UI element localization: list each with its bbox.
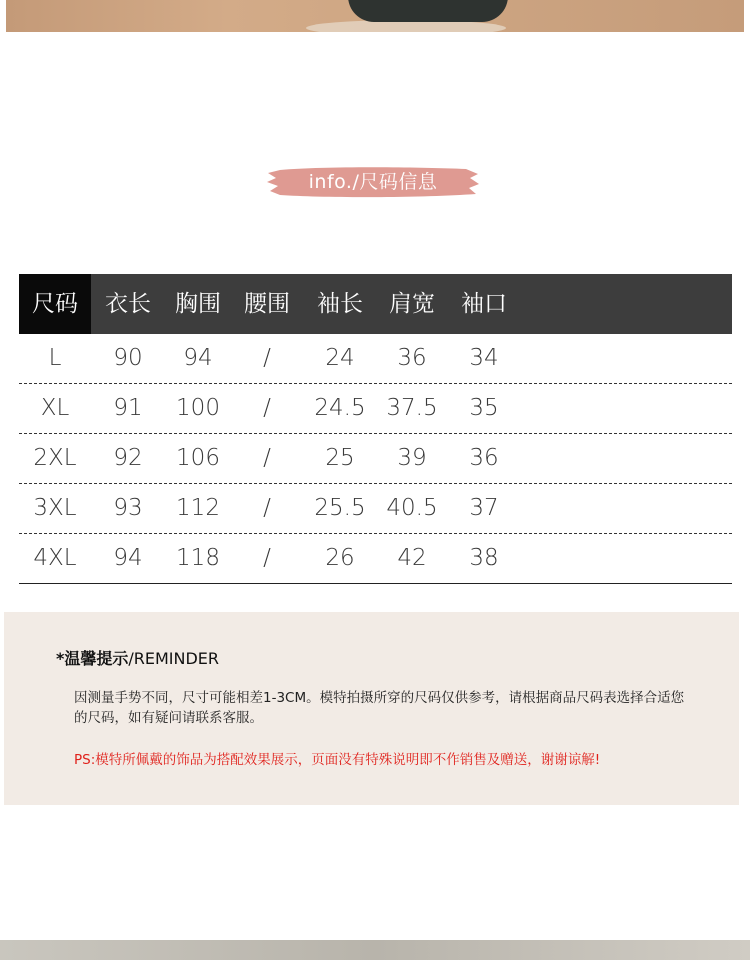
table-cell: 94: [113, 545, 143, 571]
table-cell: 91: [113, 395, 143, 421]
header-cell-sleeve: 袖长: [317, 291, 363, 317]
table-cell: /: [263, 345, 271, 371]
table-row: [19, 534, 732, 584]
table-cell: 92: [113, 445, 143, 471]
table-cell: 24.5: [314, 395, 366, 421]
section-title-banner: [266, 164, 480, 200]
table-cell: 112: [176, 495, 220, 521]
table-cell: 4XL: [33, 545, 77, 571]
table-cell: 34: [469, 345, 499, 371]
table-cell: 118: [176, 545, 220, 571]
table-cell: 37: [469, 495, 499, 521]
table-cell: 2XL: [33, 445, 77, 471]
table-cell: /: [263, 495, 271, 521]
reminder-ps-note: PS:模特所佩戴的饰品为搭配效果展示，页面没有特殊说明即不作销售及赠送，谢谢谅解!: [74, 752, 601, 768]
size-table: [19, 274, 732, 584]
table-cell: 100: [176, 395, 220, 421]
table-cell: 39: [397, 445, 427, 471]
table-row: [19, 334, 732, 384]
table-cell: /: [263, 545, 271, 571]
table-cell: 25.5: [314, 495, 366, 521]
table-cell: 36: [397, 345, 427, 371]
reminder-title-cn: *温馨提示: [56, 649, 129, 668]
table-cell: 94: [183, 345, 213, 371]
photo-shoe: [348, 0, 508, 22]
reminder-box: [4, 612, 739, 805]
header-cell-cuff: 袖口: [461, 291, 507, 317]
table-cell: /: [263, 445, 271, 471]
reminder-title: [56, 646, 219, 669]
table-cell: /: [263, 395, 271, 421]
table-cell: 3XL: [33, 495, 77, 521]
table-cell: 38: [469, 545, 499, 571]
header-cell-size: 尺码: [32, 291, 78, 317]
table-cell: 42: [397, 545, 427, 571]
product-photo-top: [6, 0, 744, 32]
table-cell: 93: [113, 495, 143, 521]
table-row: [19, 434, 732, 484]
table-row: [19, 384, 732, 434]
table-cell: 24: [325, 345, 355, 371]
reminder-body: 因测量手势不同，尺寸可能相差1-3CM。模特拍摄所穿的尺码仅供参考，请根据商品尺码表选择合适您的尺码，如有疑问请联系客服。: [74, 690, 685, 726]
table-cell: 36: [469, 445, 499, 471]
header-cell-chest: 胸围: [175, 291, 221, 317]
table-header-row: [19, 274, 732, 334]
table-cell: 25: [325, 445, 355, 471]
table-cell: 90: [113, 345, 143, 371]
header-cell-waist: 腰围: [244, 291, 290, 317]
section-title: info./尺码信息: [308, 171, 438, 193]
table-cell: L: [48, 345, 62, 371]
table-cell: 37.5: [386, 395, 438, 421]
table-cell: XL: [40, 395, 70, 421]
table-cell: 26: [325, 545, 355, 571]
product-photo-bottom: [0, 940, 750, 960]
header-cell-shoulder: 肩宽: [389, 291, 435, 317]
reminder-title-en: /REMINDER: [128, 649, 220, 668]
table-cell: 40.5: [386, 495, 438, 521]
table-cell: 106: [176, 445, 220, 471]
header-cell-length: 衣长: [105, 291, 151, 317]
table-row: [19, 484, 732, 534]
table-cell: 35: [469, 395, 499, 421]
